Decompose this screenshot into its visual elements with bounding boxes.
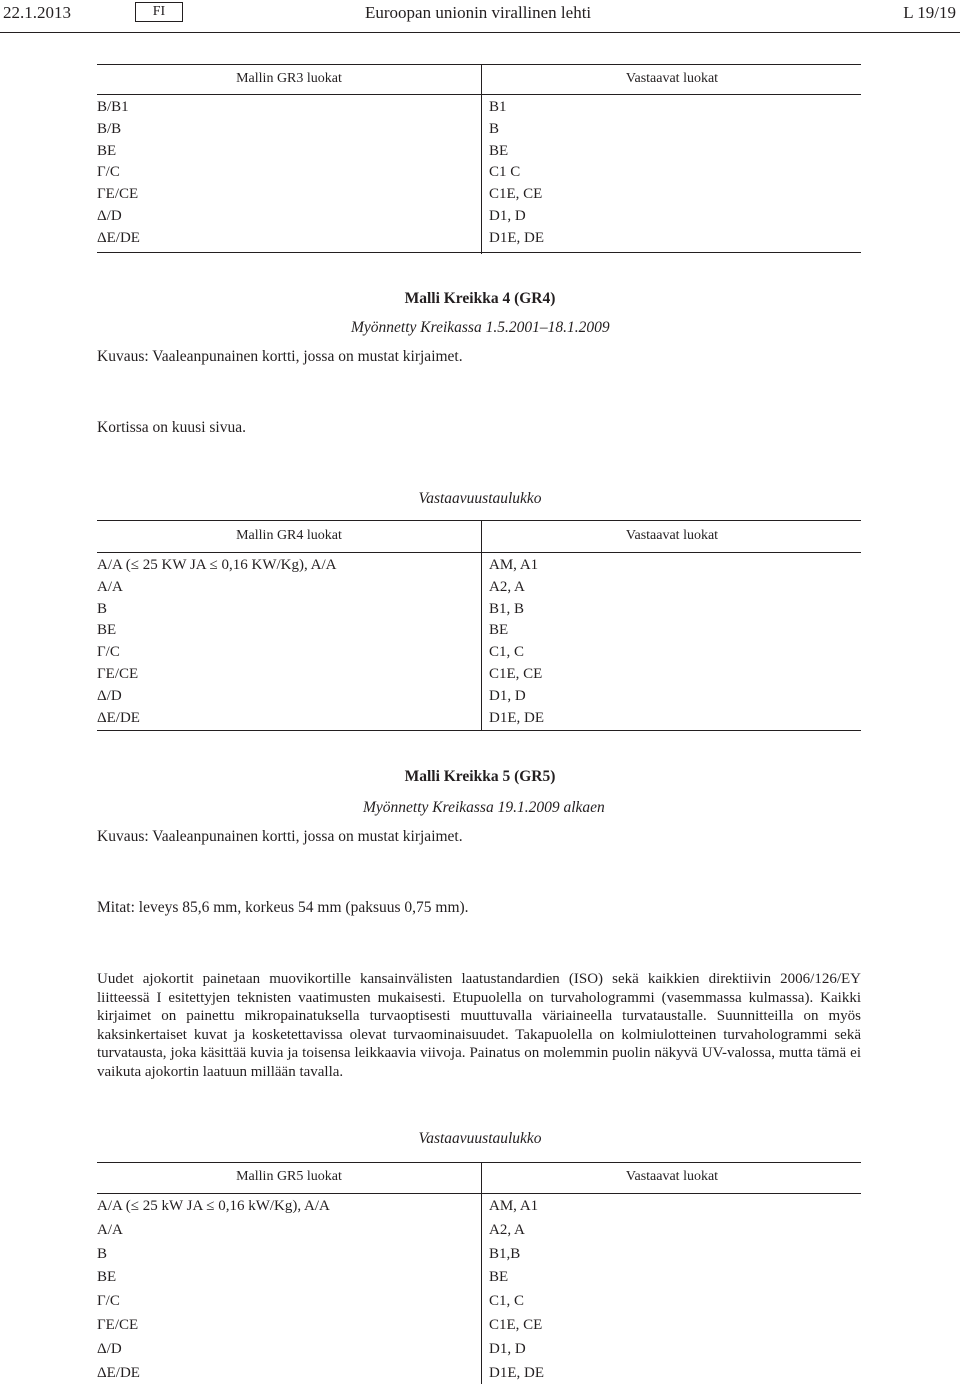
table-cell: C1E, CE [489,665,543,682]
table-cell: Γ/C [97,164,120,181]
table-cell: AM, A1 [489,1198,539,1214]
table-column-divider [481,64,482,254]
table-cell: Γ/C [97,1293,120,1310]
section-title-gr4: Malli Kreikka 4 (GR4) [404,290,556,307]
table-cell: D1, D [489,687,526,704]
table-cell: A/A [97,1221,123,1238]
table-header-rule [97,1193,861,1194]
language-badge: FI [135,2,183,22]
table-cell: A2, A [489,1221,525,1238]
table-cell: Δ/D [97,207,122,224]
table-header-rule [97,552,861,553]
table-cell: BE [489,1269,509,1286]
table-caption-gr5: Vastaavuustaulukko [418,1130,542,1147]
table-cell: ΔE/DE [97,709,140,726]
table-cell: D1, D [489,207,526,224]
table-column-equivalent [489,97,544,250]
table-column-equivalent [489,1195,544,1385]
table-header-rule [97,94,861,95]
sides-note-gr4: Kortissa on kuusi sivua. [97,419,246,436]
table-gr3 [97,64,861,254]
table-cell: C1, C [489,1293,525,1310]
description-gr4: Kuvaus: Vaaleanpunainen kortti, jossa on mustat kirjaimet. [97,348,463,365]
table-cell: Δ/D [97,1340,122,1357]
table-header-equivalent-classes: Vastaavat luokat [625,1169,719,1184]
table-top-rule [97,64,861,65]
table-bottom-rule [97,252,861,253]
table-header-equivalent-classes: Vastaavat luokat [625,71,719,86]
table-cell: C1E, CE [489,186,543,203]
table-cell: ΔE/DE [97,229,140,246]
table-caption-gr4: Vastaavuustaulukko [418,490,542,507]
table-cell: BE [97,622,117,639]
table-header-equivalent-classes: Vastaavat luokat [625,528,719,543]
table-top-rule [97,1162,861,1163]
description-gr5: Kuvaus: Vaaleanpunainen kortti, jossa on mustat kirjaimet. [97,828,463,845]
table-cell: Γ/C [97,644,120,661]
header-rule [0,32,960,33]
table-cell: AM, A1 [489,557,539,573]
table-cell: A/A (≤ 25 KW JA ≤ 0,16 KW/Kg), A/A [97,557,337,573]
table-top-rule [97,520,861,521]
table-cell: B1 [489,99,507,115]
table-cell: B1,B [489,1245,521,1262]
table-column-equivalent [489,555,544,729]
table-cell: ΔE/DE [97,1364,140,1381]
table-header-gr5-classes: Mallin GR5 luokat [236,1169,342,1184]
table-cell: A2, A [489,578,525,595]
table-cell: BE [489,622,509,639]
table-header-gr3-classes: Mallin GR3 luokat [236,71,342,86]
table-cell: ΓE/CE [97,186,139,203]
table-cell: D1E, DE [489,1364,544,1381]
dimensions-gr5: Mitat: leveys 85,6 mm, korkeus 54 mm (paksuus 0,75 mm). [97,899,469,916]
journal-title: Euroopan unionin virallinen lehti [365,3,592,22]
table-cell: ΓE/CE [97,1316,139,1333]
table-cell: BE [489,142,509,159]
table-cell: ΓE/CE [97,665,139,682]
issued-note-gr5: Myönnetty Kreikassa 19.1.2009 alkaen [363,799,605,816]
table-cell: D1E, DE [489,229,544,246]
table-column-gr5 [97,1195,330,1385]
table-cell: B [97,600,108,617]
section-title-gr5: Malli Kreikka 5 (GR5) [404,768,556,785]
table-cell: D1E, DE [489,709,544,726]
issued-note-gr4: Myönnetty Kreikassa 1.5.2001–18.1.2009 [351,319,610,336]
table-column-gr3 [97,97,140,250]
table-cell: A/A [97,578,123,595]
table-cell: B/B [97,120,122,137]
table-cell: C1E, CE [489,1316,543,1333]
table-cell: C1, C [489,644,525,661]
table-cell: BE [97,1269,117,1286]
table-cell: A/A (≤ 25 kW JA ≤ 0,16 kW/Kg), A/A [97,1198,330,1214]
table-cell: B/B1 [97,99,129,115]
table-cell: B1, B [489,600,525,617]
table-cell: BE [97,142,117,159]
table-gr4 [97,520,861,732]
security-features-paragraph: Uudet ajokortit painetaan muovikortille kansainvälisten laatustandardien (ISO) sekä kaikkien direktiivin 2006/126/EY liitteessä I esitettyjen teknisten vaatimusten mukaisesti. Etupuolella on turvahologrammi (vasemmassa kulmassa). Kaikki kirjaimet on painettu mikropainatuksella turvaoptisesti muuttuvalla väriaineella turvataustalle. Suunnitteilla on myös kaksinkertaiset kuvat ja kosketettavissa olevat turvaominaisuudet. Takapuolella on kolmiulotteinen turvahologrammi sekä turvatausta, joka käsittää kuvia ja toisensa leikkaavia viivoja. Painatus on molemmin puolin näkyvä UV-valossa, mutta tämä ei vaikuta ajokortin laatuun millään tavalla. [97,971,861,1080]
table-cell: D1, D [489,1340,526,1357]
publication-date: 22.1.2013 [3,3,71,22]
table-cell: Δ/D [97,687,122,704]
page-number: L 19/19 [903,3,956,22]
table-column-gr4 [97,555,337,729]
table-gr5 [97,1162,861,1384]
table-bottom-rule [97,730,861,731]
table-cell: B [97,1245,108,1262]
table-cell: C1 C [489,164,521,181]
table-column-divider [481,1162,482,1384]
page-header [0,0,960,34]
table-header-gr4-classes: Mallin GR4 luokat [236,528,342,543]
table-cell: B [489,120,500,137]
